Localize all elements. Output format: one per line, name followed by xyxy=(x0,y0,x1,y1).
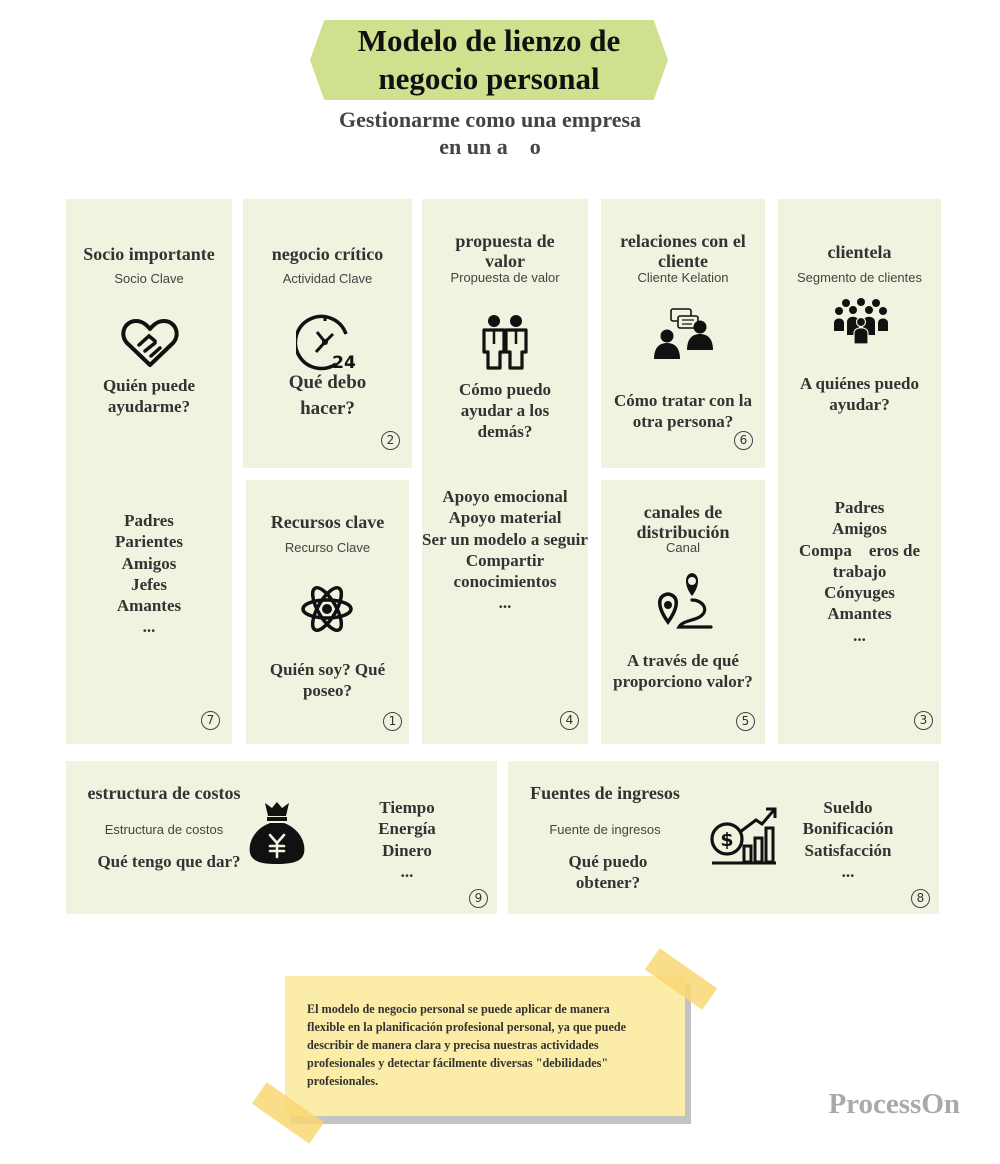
card-title: negocio crítico xyxy=(271,244,384,264)
card-subtitle: Cliente Kelation xyxy=(637,270,729,285)
card-title: relaciones con el cliente xyxy=(620,231,746,271)
money-bag-icon xyxy=(246,799,308,865)
clock-24-icon xyxy=(296,312,360,372)
card-question: Qué tengo que dar? xyxy=(97,852,241,871)
card-number: 1 xyxy=(383,712,402,731)
page-title: Modelo de lienzo de negocio personal xyxy=(357,23,621,96)
card-subtitle: Propuesta de valor xyxy=(450,270,560,285)
card-key-resources xyxy=(246,480,409,744)
card-question: Quién puede ayudarme? xyxy=(102,376,196,416)
card-subtitle: Fuente de ingresos xyxy=(549,822,661,837)
card-revenue-streams xyxy=(508,761,939,914)
card-number: 3 xyxy=(914,711,933,730)
crowd-icon xyxy=(834,298,888,344)
growth-chart-icon xyxy=(710,806,778,866)
card-number: 5 xyxy=(736,712,755,731)
card-title: clientela xyxy=(827,242,892,262)
card-subtitle: Actividad Clave xyxy=(282,271,373,286)
note-text: El modelo de negocio personal se puede aplicar de manera flexible en la planificación profesional personal, ya que puede describir de manera clara y precisa nuestras actividades profesionales y detectar fácilmente diversas "debilidades" profesionales. xyxy=(307,1002,627,1088)
card-items: Padres Parientes Amigos Jefes Amantes ... xyxy=(115,511,183,637)
card-cost-structure xyxy=(66,761,497,914)
card-subtitle: Segmento de clientes xyxy=(796,270,923,285)
atom-icon xyxy=(301,580,353,638)
card-number: 4 xyxy=(560,711,579,730)
card-value-proposition xyxy=(422,199,588,744)
card-title: estructura de costos xyxy=(87,783,241,803)
card-number: 7 xyxy=(201,711,220,730)
card-channels xyxy=(601,480,765,744)
card-number: 9 xyxy=(469,889,488,908)
card-question: Quién soy? Qué poseo? xyxy=(269,660,386,700)
card-question: Cómo puedo ayudar a los demás? xyxy=(458,380,552,441)
card-key-partners xyxy=(66,199,232,744)
card-items: Sueldo Bonificación Satisfacción ... xyxy=(802,798,894,881)
card-question: Qué debo hacer? xyxy=(288,372,367,419)
card-subtitle: Recurso Clave xyxy=(284,540,371,555)
handshake-heart-icon xyxy=(121,317,179,369)
card-title: Recursos clave xyxy=(270,512,385,532)
card-title: Socio importante xyxy=(83,244,215,264)
card-key-activities xyxy=(243,199,412,468)
card-title: Fuentes de ingresos xyxy=(530,783,680,803)
card-subtitle: Socio Clave xyxy=(114,271,184,286)
svg-text:24: 24 xyxy=(332,353,356,372)
two-people-icon xyxy=(480,314,530,370)
card-items: Padres Amigos Compa eros de trabajo Cónyuges Amantes ... xyxy=(798,498,921,645)
conversation-icon xyxy=(651,307,717,359)
svg-text:$: $ xyxy=(720,829,734,851)
card-question: Cómo tratar con la otra persona? xyxy=(613,391,753,431)
card-number: 8 xyxy=(911,889,930,908)
card-question: A quiénes puedo ayudar? xyxy=(799,374,920,414)
map-route-icon xyxy=(651,570,717,632)
card-number: 2 xyxy=(381,431,400,450)
card-title: canales de distribución xyxy=(636,502,730,542)
card-question: A través de qué proporciono valor? xyxy=(613,651,753,691)
card-question: Qué puedo obtener? xyxy=(568,852,648,892)
card-number: 6 xyxy=(734,431,753,450)
page-subtitle: Gestionarme como una empresa en un a o xyxy=(338,107,642,159)
card-items: Tiempo Energía Dinero ... xyxy=(378,798,436,881)
processon-watermark: ProcessOn xyxy=(828,1088,960,1120)
card-subtitle: Canal xyxy=(666,540,700,555)
card-subtitle: Estructura de costos xyxy=(104,822,224,837)
card-customer-relationships xyxy=(601,199,765,468)
card-title: propuesta de valor xyxy=(455,231,555,271)
note-card xyxy=(285,976,685,1116)
card-customer-segments xyxy=(778,199,941,744)
card-items: Apoyo emocional Apoyo material Ser un modelo a seguir Compartir conocimientos ... xyxy=(422,487,588,613)
